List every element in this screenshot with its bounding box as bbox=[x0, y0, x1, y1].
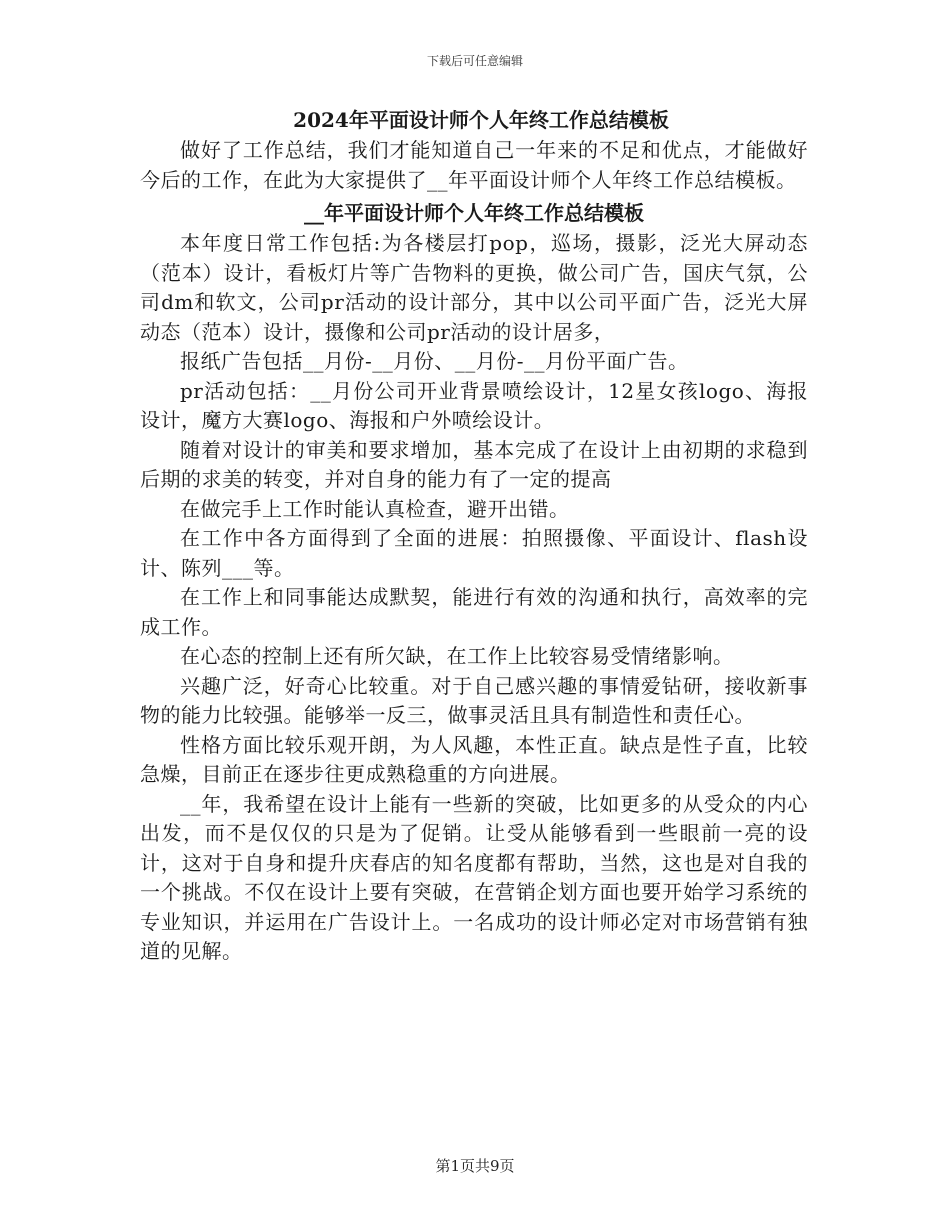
paragraph: 在工作上和同事能达成默契，能进行有效的沟通和执行，高效率的完成工作。 bbox=[140, 585, 808, 639]
paragraph: pr活动包括：__月份公司开业背景喷绘设计，12星女孩logo、海报设计，魔方大赛logo、海报和户外喷绘设计。 bbox=[140, 378, 808, 432]
document-title: 2024年平面设计师个人年终工作总结模板 bbox=[293, 108, 669, 132]
paragraph: 随着对设计的审美和要求增加，基本完成了在设计上由初期的求稳到后期的求美的转变，并对自身的能力有了一定的提高 bbox=[140, 437, 808, 491]
paragraph: 在心态的控制上还有所欠缺，在工作上比较容易受情绪影响。 bbox=[180, 644, 734, 668]
section-subtitle: __年平面设计师个人年终工作总结模板 bbox=[304, 201, 644, 225]
paragraph: 报纸广告包括__月份-__月份、__月份-__月份平面广告。 bbox=[180, 349, 689, 373]
paragraph: 在做完手上工作时能认真检查，避开出错。 bbox=[180, 496, 570, 521]
document-body bbox=[140, 104, 808, 967]
intro-paragraph: 做好了工作总结，我们才能知道自己一年来的不足和优点，才能做好今后的工作，在此为大家提供了__年平面设计师个人年终工作总结模板。 bbox=[140, 138, 808, 192]
paragraph: 本年度日常工作包括:为各楼层打pop，巡场，摄影，泛光大屏动态（范本）设计，看板灯片等广告物料的更换，做公司广告，国庆气氛，公司dm和软文，公司pr活动的设计部分，其中以公司平面广告，泛光大屏动态（范本）设计，摄像和公司pr活动的设计居多， bbox=[140, 231, 808, 344]
paragraph: __年，我希望在设计上能有一些新的突破，比如更多的从受众的内心出发，而不是仅仅的只是为了促销。让受从能够看到一些眼前一亮的设计，这对于自身和提升庆春店的知名度都有帮助，当然，这也是对自我的一个挑战。不仅在设计上要有突破，在营销企划方面也要开始学习系统的专业知识，并运用在广告设计上。一名成功的设计师必定对市场营销有独道的见解。 bbox=[140, 791, 808, 963]
page-footer: 第1页共9页 bbox=[435, 1157, 515, 1175]
paragraph: 在工作中各方面得到了全面的进展：拍照摄像、平面设计、flash设计、陈列___等。 bbox=[140, 526, 808, 580]
header-note: 下载后可任意编辑 bbox=[426, 54, 523, 68]
paragraph: 兴趣广泛，好奇心比较重。对于自己感兴趣的事情爱钻研，接收新事物的能力比较强。能够举一反三，做事灵活且具有制造性和责任心。 bbox=[140, 673, 808, 727]
paragraph: 性格方面比较乐观开朗，为人风趣，本性正直。缺点是性子直，比较急燥，目前正在逐步往更成熟稳重的方向进展。 bbox=[140, 732, 808, 786]
